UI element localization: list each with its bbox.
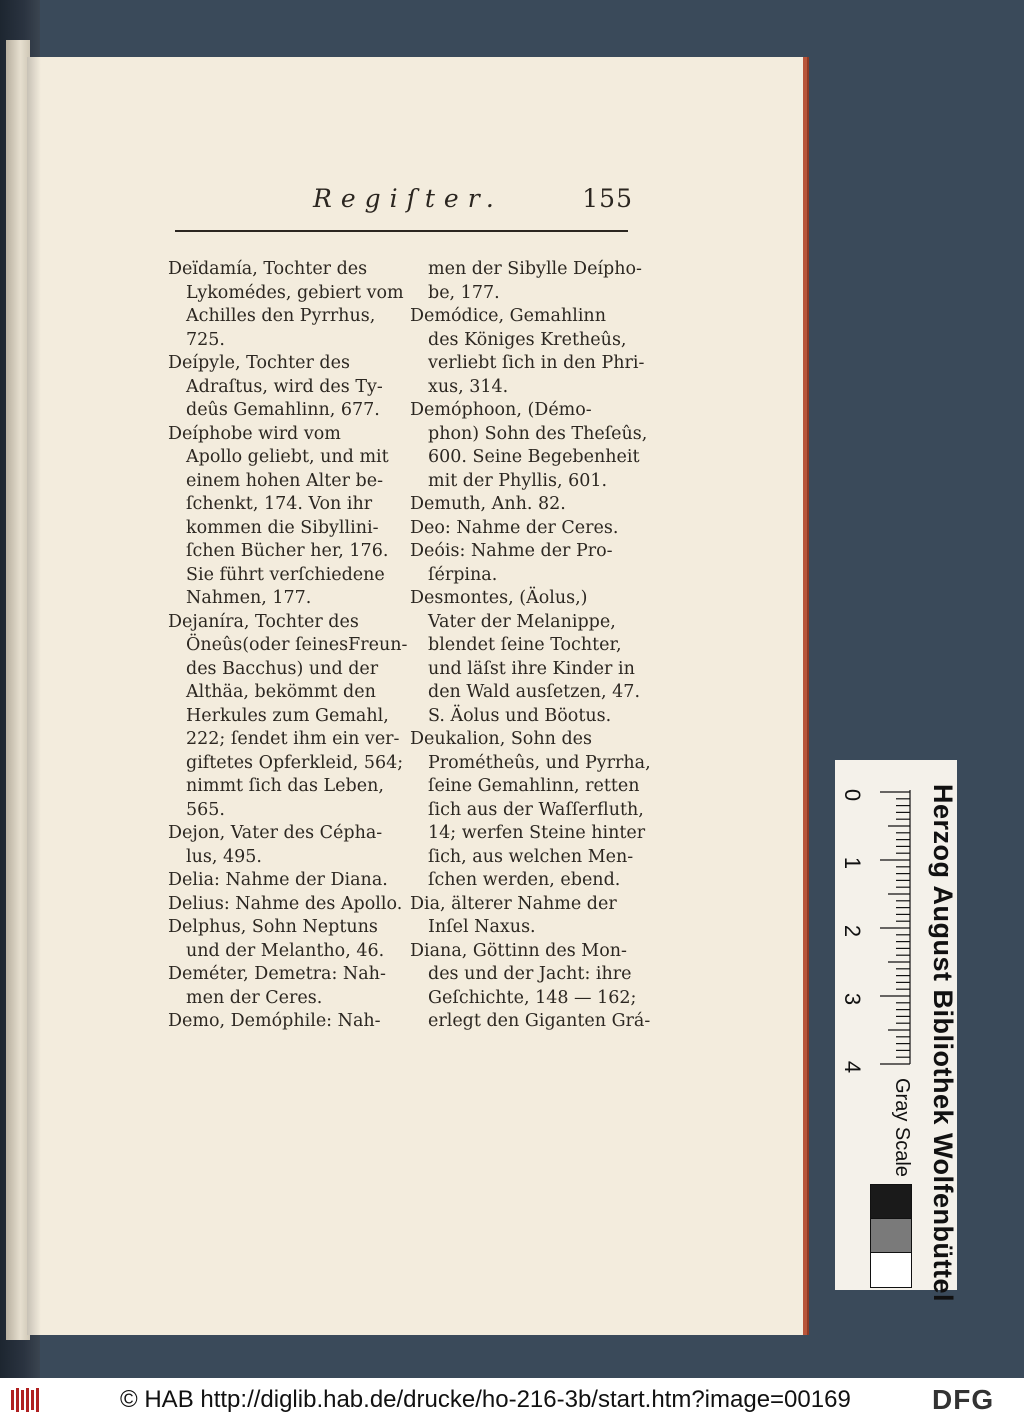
text-line: und der Melantho, 46. bbox=[186, 940, 385, 961]
page-gutter-shadow bbox=[27, 57, 41, 1335]
text-line: des und der Jacht: ihre bbox=[428, 964, 632, 984]
text-line: Diana, Göttinn des Mon- bbox=[410, 940, 627, 961]
text-line: 222; ſendet ihm ein ver- bbox=[186, 729, 400, 749]
text-line: ſchen werden, ebend. bbox=[428, 870, 621, 890]
text-line: ſchenkt, 174. Von ihr bbox=[186, 494, 373, 514]
text-line: Delius: Nahme des Apollo. bbox=[168, 893, 403, 914]
text-line: nimmt ſich das Leben, bbox=[186, 776, 384, 796]
text-line: S. Äolus und Böotus. bbox=[428, 705, 612, 726]
text-line: Nahmen, 177. bbox=[186, 588, 312, 608]
text-line: Althäa, bekömmt den bbox=[186, 682, 376, 702]
text-line: deûs Gemahlinn, 677. bbox=[186, 400, 380, 420]
text-line: verliebt ſich in den Phri- bbox=[428, 353, 645, 373]
text-line: Dejon, Vater des Cépha- bbox=[168, 823, 383, 843]
header-rule bbox=[175, 230, 628, 232]
footer-bar bbox=[0, 1378, 1024, 1421]
text-line: Deméter, Demetra: Nah- bbox=[168, 964, 386, 984]
text-line: Demuth, Anh. 82. bbox=[410, 494, 566, 514]
right-column bbox=[410, 258, 651, 1034]
text-line: Lykomédes, gebiert vom bbox=[186, 282, 404, 303]
text-line: kommen die Sibyllini- bbox=[186, 517, 379, 538]
text-line: 14; werfen Steine hinter bbox=[428, 823, 646, 843]
ruler-number: 0 bbox=[840, 788, 866, 802]
text-line: und läſst ihre Kinder in bbox=[428, 658, 635, 679]
swatch-gray bbox=[870, 1218, 912, 1254]
text-line: einem hohen Alter be- bbox=[186, 470, 384, 491]
hab-logo-icon bbox=[10, 1386, 40, 1414]
text-line: Sie führt verſchiedene bbox=[186, 564, 385, 585]
text-line: Prométheûs, und Pyrrha, bbox=[428, 752, 651, 773]
text-line: Achilles den Pyrrhus, bbox=[186, 306, 376, 326]
library-name: Herzog August Bibliothek Wolfenbüttel bbox=[928, 784, 958, 1302]
running-title: Regiſter. bbox=[313, 184, 503, 213]
ruler-number: 4 bbox=[840, 1060, 866, 1074]
text-line: be, 177. bbox=[428, 282, 500, 303]
text-line: Desmontes, (Äolus,) bbox=[410, 588, 588, 608]
text-line: Dejaníra, Tochter des bbox=[168, 611, 359, 632]
page-header bbox=[313, 180, 633, 220]
text-line: 725. bbox=[186, 329, 225, 350]
text-line: Dia, älterer Nahme der bbox=[410, 893, 617, 914]
text-line: Öneûs(oder ſeinesFreun- bbox=[186, 635, 408, 655]
text-line: des Bacchus) und der bbox=[186, 658, 379, 679]
text-line: blendet ſeine Tochter, bbox=[428, 635, 622, 655]
text-line: mit der Phyllis, 601. bbox=[428, 470, 608, 491]
text-line: des Königes Kretheûs, bbox=[428, 329, 627, 350]
text-line: Demóphoon, (Démo- bbox=[410, 400, 592, 420]
text-line: Deóis: Nahme der Pro- bbox=[410, 541, 613, 561]
text-line: Delphus, Sohn Neptuns bbox=[168, 917, 378, 937]
ruler-number: 3 bbox=[840, 992, 866, 1006]
ruler-number: 1 bbox=[840, 856, 866, 870]
text-line: Deïdamía, Tochter des bbox=[168, 259, 368, 279]
ruler-number: 2 bbox=[840, 924, 866, 938]
text-line: xus, 314. bbox=[428, 376, 509, 397]
text-line: Delia: Nahme der Diana. bbox=[168, 870, 388, 890]
left-column bbox=[168, 258, 408, 1034]
text-line: Demo, Demóphile: Nah- bbox=[168, 1011, 381, 1031]
text-line: Vater der Melanippe, bbox=[428, 611, 616, 632]
ruler-ticks bbox=[862, 784, 917, 1074]
text-line: ſich aus der Waſſerfluth, bbox=[428, 799, 644, 820]
text-line: Adraſtus, wird des Ty- bbox=[186, 376, 383, 397]
text-line: giftetes Opferkleid, 564; bbox=[186, 752, 404, 773]
text-line: Herkules zum Gemahl, bbox=[186, 705, 389, 726]
text-line: Apollo geliebt, und mit bbox=[186, 447, 389, 467]
text-line: ſérpina. bbox=[428, 564, 498, 585]
text-line: 600. Seine Begebenheit bbox=[428, 447, 640, 467]
text-line: Deukalion, Sohn des bbox=[410, 729, 592, 749]
text-line: Deíphobe wird vom bbox=[168, 423, 341, 444]
text-line: ſeine Gemahlinn, retten bbox=[428, 776, 640, 796]
text-line: Demódice, Gemahlinn bbox=[410, 306, 606, 326]
dfg-logo: DFG bbox=[932, 1384, 995, 1415]
text-line: men der Sibylle Deíphо- bbox=[428, 259, 642, 279]
text-line: Deípyle, Tochter des bbox=[168, 353, 350, 373]
text-line: erlegt den Giganten Grá- bbox=[428, 1011, 651, 1031]
page-number: 155 bbox=[582, 184, 633, 213]
text-line: Deo: Nahme der Ceres. bbox=[410, 517, 619, 538]
text-line: Geſchichte, 148 — 162; bbox=[428, 987, 637, 1008]
text-line: lus, 495. bbox=[186, 846, 262, 867]
swatch-black bbox=[870, 1184, 912, 1220]
gray-scale-label: Gray Scale bbox=[891, 1078, 913, 1177]
text-line: ſich, aus welchen Men- bbox=[428, 846, 634, 867]
footer-copyright-link[interactable]: © HAB http://diglib.hab.de/drucke/ho-216-3b/start.htm?image=00169 bbox=[120, 1386, 851, 1413]
text-line: den Wald ausſetzen, 47. bbox=[428, 682, 641, 702]
text-line: men der Ceres. bbox=[186, 987, 323, 1008]
swatch-white bbox=[870, 1252, 912, 1288]
text-line: ſchen Bücher her, 176. bbox=[186, 541, 389, 561]
text-line: 565. bbox=[186, 799, 225, 820]
text-line: Inſel Naxus. bbox=[428, 917, 536, 937]
text-line: phon) Sohn des Theſeûs, bbox=[428, 423, 648, 444]
